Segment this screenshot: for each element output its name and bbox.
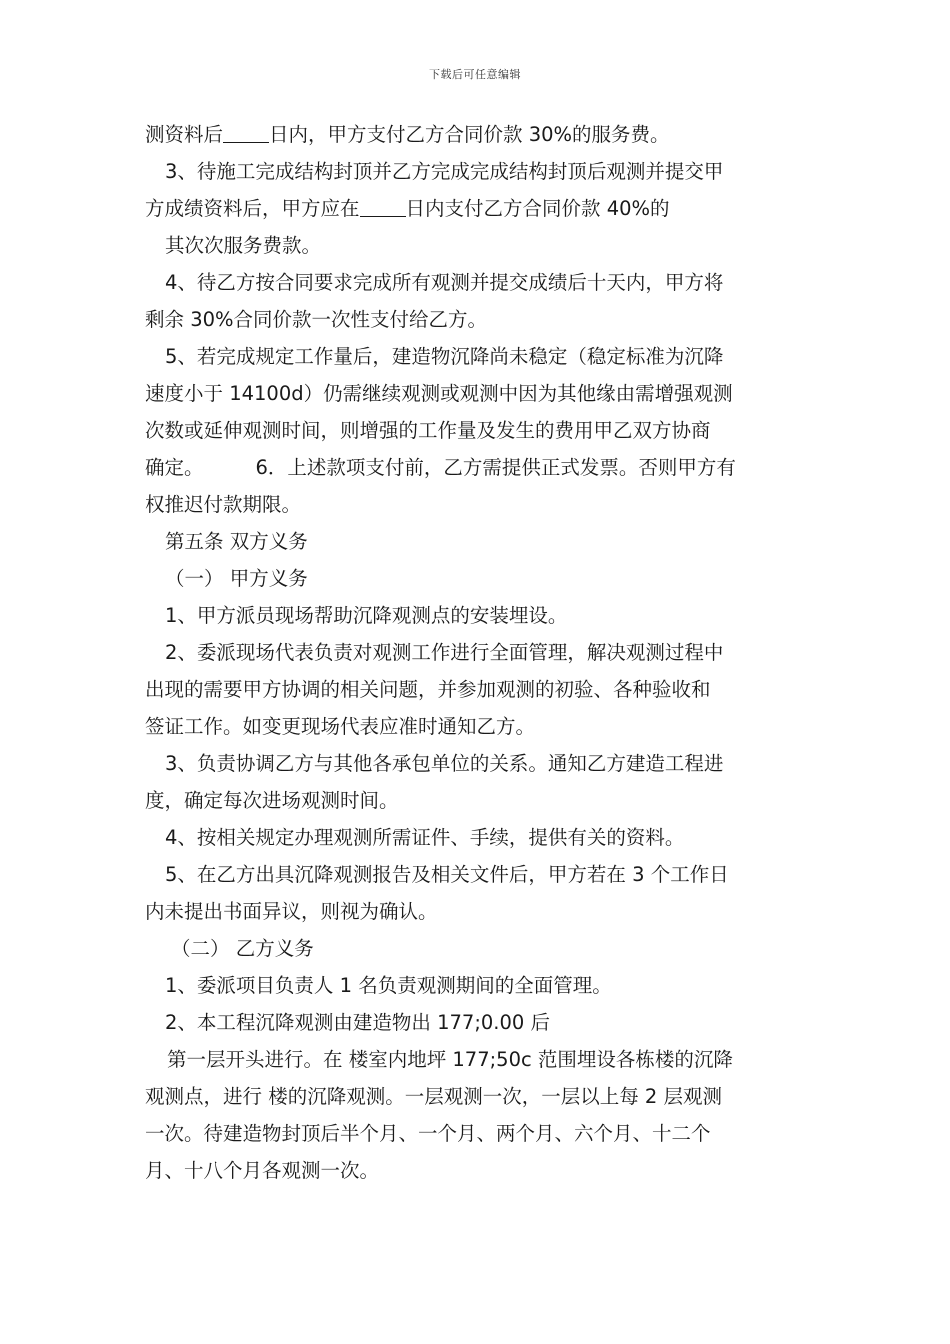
fill-blank [223, 120, 269, 143]
doc-line: 4、按相关规定办理观测所需证件、手续，提供有关的资料。 [165, 826, 685, 849]
doc-line: 度，确定每次进场观测时间。 [145, 789, 399, 812]
doc-line: 观测点，进行 楼的沉降观测。一层观测一次，一层以上每 2 层观测 [145, 1085, 723, 1108]
doc-line: 第一层开头进行。在 楼室内地坪 177;50c 范围埋设各栋楼的沉降 [167, 1048, 733, 1071]
doc-line: 速度小于 14100d）仍需继续观测或观测中因为其他缘由需增强观测 [145, 382, 733, 405]
doc-line: 1、委派项目负责人 1 名负责观测期间的全面管理。 [165, 974, 612, 997]
doc-line [145, 190, 810, 227]
subsection-heading: （二） 乙方义务 [171, 937, 314, 960]
doc-line [145, 449, 810, 486]
doc-line: 其次次服务费款。 [165, 234, 322, 257]
section-heading: 第五条 双方义务 [165, 530, 308, 553]
doc-line: 5、若完成规定工作量后，建造物沉降尚未稳定（稳定标准为沉降 [165, 345, 724, 368]
doc-line: 签证工作。如变更现场代表应准时通知乙方。 [145, 715, 536, 738]
doc-line: 剩余 30%合同价款一次性支付给乙方。 [145, 308, 488, 331]
doc-line: 1、甲方派员现场帮助沉降观测点的安装埋设。 [165, 604, 568, 627]
doc-line: 4、待乙方按合同要求完成所有观测并提交成绩后十天内，甲方将 [165, 271, 724, 294]
doc-text: 日内，甲方支付乙方合同价款 30%的服务费。 [269, 123, 670, 146]
doc-text: 6．上述款项支付前，乙方需提供正式发票。否则甲方有 [255, 456, 736, 479]
page-header: 下载后可任意编辑 [429, 68, 521, 81]
doc-line: 5、在乙方出具沉降观测报告及相关文件后，甲方若在 3 个工作日 [165, 863, 729, 886]
doc-line [145, 116, 810, 153]
fill-blank [360, 194, 406, 217]
doc-line: 出现的需要甲方协调的相关问题，并参加观测的初验、各种验收和 [145, 678, 711, 701]
doc-line: 2、本工程沉降观测由建造物出 177;0.00 后 [165, 1011, 551, 1034]
doc-text: 测资料后 [145, 123, 224, 146]
doc-line: 2、委派现场代表负责对观测工作进行全面管理，解决观测过程中 [165, 641, 724, 664]
doc-text: 确定。 [145, 456, 204, 479]
doc-text: 方成绩资料后，甲方应在 [145, 197, 360, 220]
doc-line: 内未提出书面异议，则视为确认。 [145, 900, 438, 923]
doc-text: 日内支付乙方合同价款 40%的 [405, 197, 670, 220]
doc-line: 3、负责协调乙方与其他各承包单位的关系。通知乙方建造工程进 [165, 752, 724, 775]
doc-line: 次数或延伸观测时间，则增强的工作量及发生的费用甲乙双方协商 [145, 419, 711, 442]
subsection-heading: （一） 甲方义务 [165, 567, 308, 590]
doc-line: 3、待施工完成结构封顶并乙方完成完成结构封顶后观测并提交甲 [165, 160, 724, 183]
doc-line: 权推迟付款期限。 [145, 493, 302, 516]
document-body [145, 116, 810, 1189]
doc-line: 一次。待建造物封顶后半个月、一个月、两个月、六个月、十二个 [145, 1122, 711, 1145]
doc-line: 月、十八个月各观测一次。 [145, 1159, 380, 1182]
